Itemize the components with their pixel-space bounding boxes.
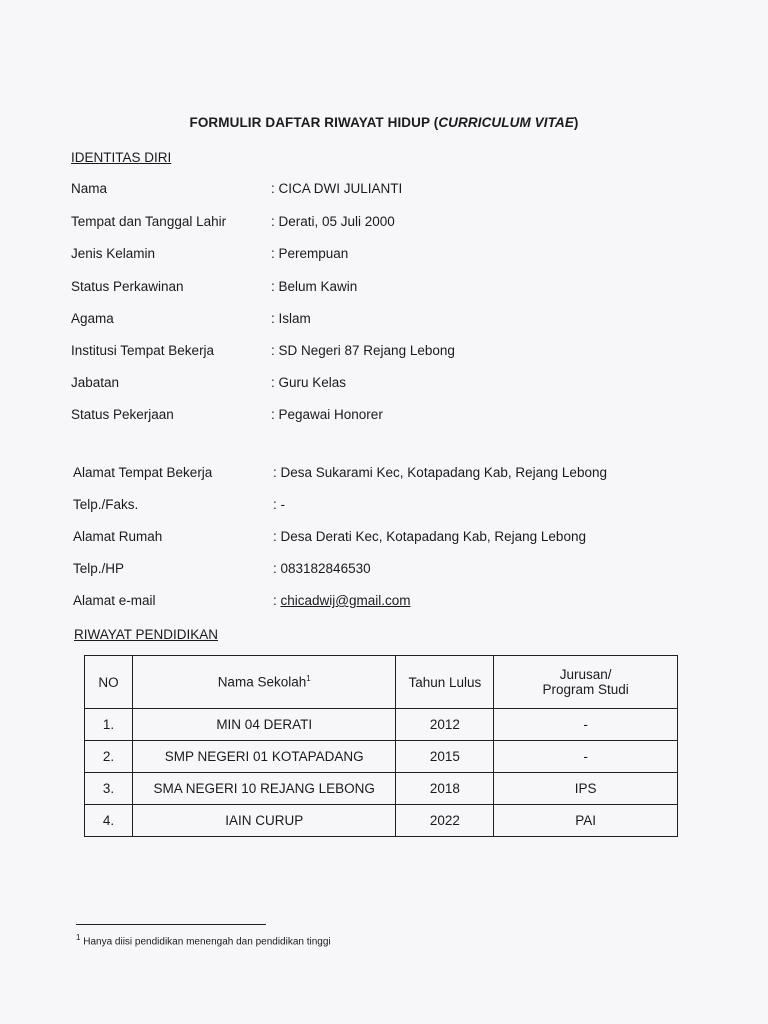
cell-no: 4. xyxy=(85,805,133,837)
field-value: : SD Negeri 87 Rejang Lebong xyxy=(271,343,455,358)
field-label: Alamat Rumah xyxy=(73,529,163,544)
field-label: Agama xyxy=(71,311,114,326)
identity-heading: IDENTITAS DIRI xyxy=(71,150,172,165)
footnote-mark: 1 xyxy=(76,933,81,942)
field-value: : Perempuan xyxy=(271,246,349,261)
footnote xyxy=(76,933,331,947)
col-header-school: Nama Sekolah$^1$ xyxy=(132,656,396,709)
table-row xyxy=(85,773,678,805)
field-value: : Guru Kelas xyxy=(271,375,347,390)
field-label: Alamat e-mail xyxy=(73,593,156,608)
cell-year: 2012 xyxy=(396,709,494,741)
cell-school: MIN 04 DERATI xyxy=(132,709,396,741)
cell-major: IPS xyxy=(494,773,678,805)
field-value: : Desa Sukarami Kec, Kotapadang Kab, Rejang Lebong xyxy=(273,465,607,480)
field-value: : chicadwij@gmail.com xyxy=(273,593,411,608)
form-title: FORMULIR DAFTAR RIWAYAT HIDUP (CURRICULUM VITAE) xyxy=(189,115,579,130)
footnote-text: Hanya diisi pendidikan menengah dan pendidikan tinggi xyxy=(80,936,331,948)
field-label: Jenis Kelamin xyxy=(71,246,156,261)
field-label: Nama xyxy=(71,181,108,196)
field-label: Status Pekerjaan xyxy=(71,407,174,422)
form-title-italic: CURRICULUM VITAE xyxy=(438,115,574,130)
cell-major: PAI xyxy=(494,805,678,837)
table-row xyxy=(85,805,678,837)
field-label: Jabatan xyxy=(71,375,120,390)
education-table xyxy=(84,655,678,837)
field-value: : - xyxy=(273,497,285,512)
cell-no: 3. xyxy=(85,773,133,805)
field-value: : 083182846530 xyxy=(273,561,371,576)
email-link[interactable]: chicadwij@gmail.com xyxy=(280,593,411,608)
cell-school: IAIN CURUP xyxy=(132,805,396,837)
cell-major: - xyxy=(494,741,678,773)
field-label: Tempat dan Tanggal Lahir xyxy=(71,214,227,229)
cell-school: SMP NEGERI 01 KOTAPADANG xyxy=(132,741,396,773)
table-header-row xyxy=(85,656,678,709)
col-header-no: NO xyxy=(85,656,133,709)
footnote-ref: 1 xyxy=(306,674,311,684)
field-label: Institusi Tempat Bekerja xyxy=(71,343,215,358)
footnote-divider xyxy=(76,924,266,925)
field-value: : Belum Kawin xyxy=(271,279,358,294)
cell-year: 2022 xyxy=(396,805,494,837)
table-row xyxy=(85,709,678,741)
field-value: : Desa Derati Kec, Kotapadang Kab, Rejang Lebong xyxy=(273,529,586,544)
field-label: Alamat Tempat Bekerja xyxy=(73,465,213,480)
field-label: Telp./HP xyxy=(73,561,125,576)
field-label: Status Perkawinan xyxy=(71,279,184,294)
cell-no: 2. xyxy=(85,741,133,773)
cell-major: - xyxy=(494,709,678,741)
field-value: : Islam xyxy=(271,311,311,326)
cell-year: 2018 xyxy=(396,773,494,805)
field-value: : Derati, 05 Juli 2000 xyxy=(271,214,395,229)
field-value: : CICA DWI JULIANTI xyxy=(271,181,403,196)
cell-school: SMA NEGERI 10 REJANG LEBONG xyxy=(132,773,396,805)
table-row xyxy=(85,741,678,773)
education-heading: RIWAYAT PENDIDIKAN xyxy=(74,627,219,642)
field-label: Telp./Faks. xyxy=(73,497,139,512)
cell-year: 2015 xyxy=(396,741,494,773)
col-header-major: Jurusan/ Program Studi xyxy=(494,656,678,709)
field-value: : Pegawai Honorer xyxy=(271,407,383,422)
cell-no: 1. xyxy=(85,709,133,741)
col-header-year: Tahun Lulus xyxy=(396,656,494,709)
